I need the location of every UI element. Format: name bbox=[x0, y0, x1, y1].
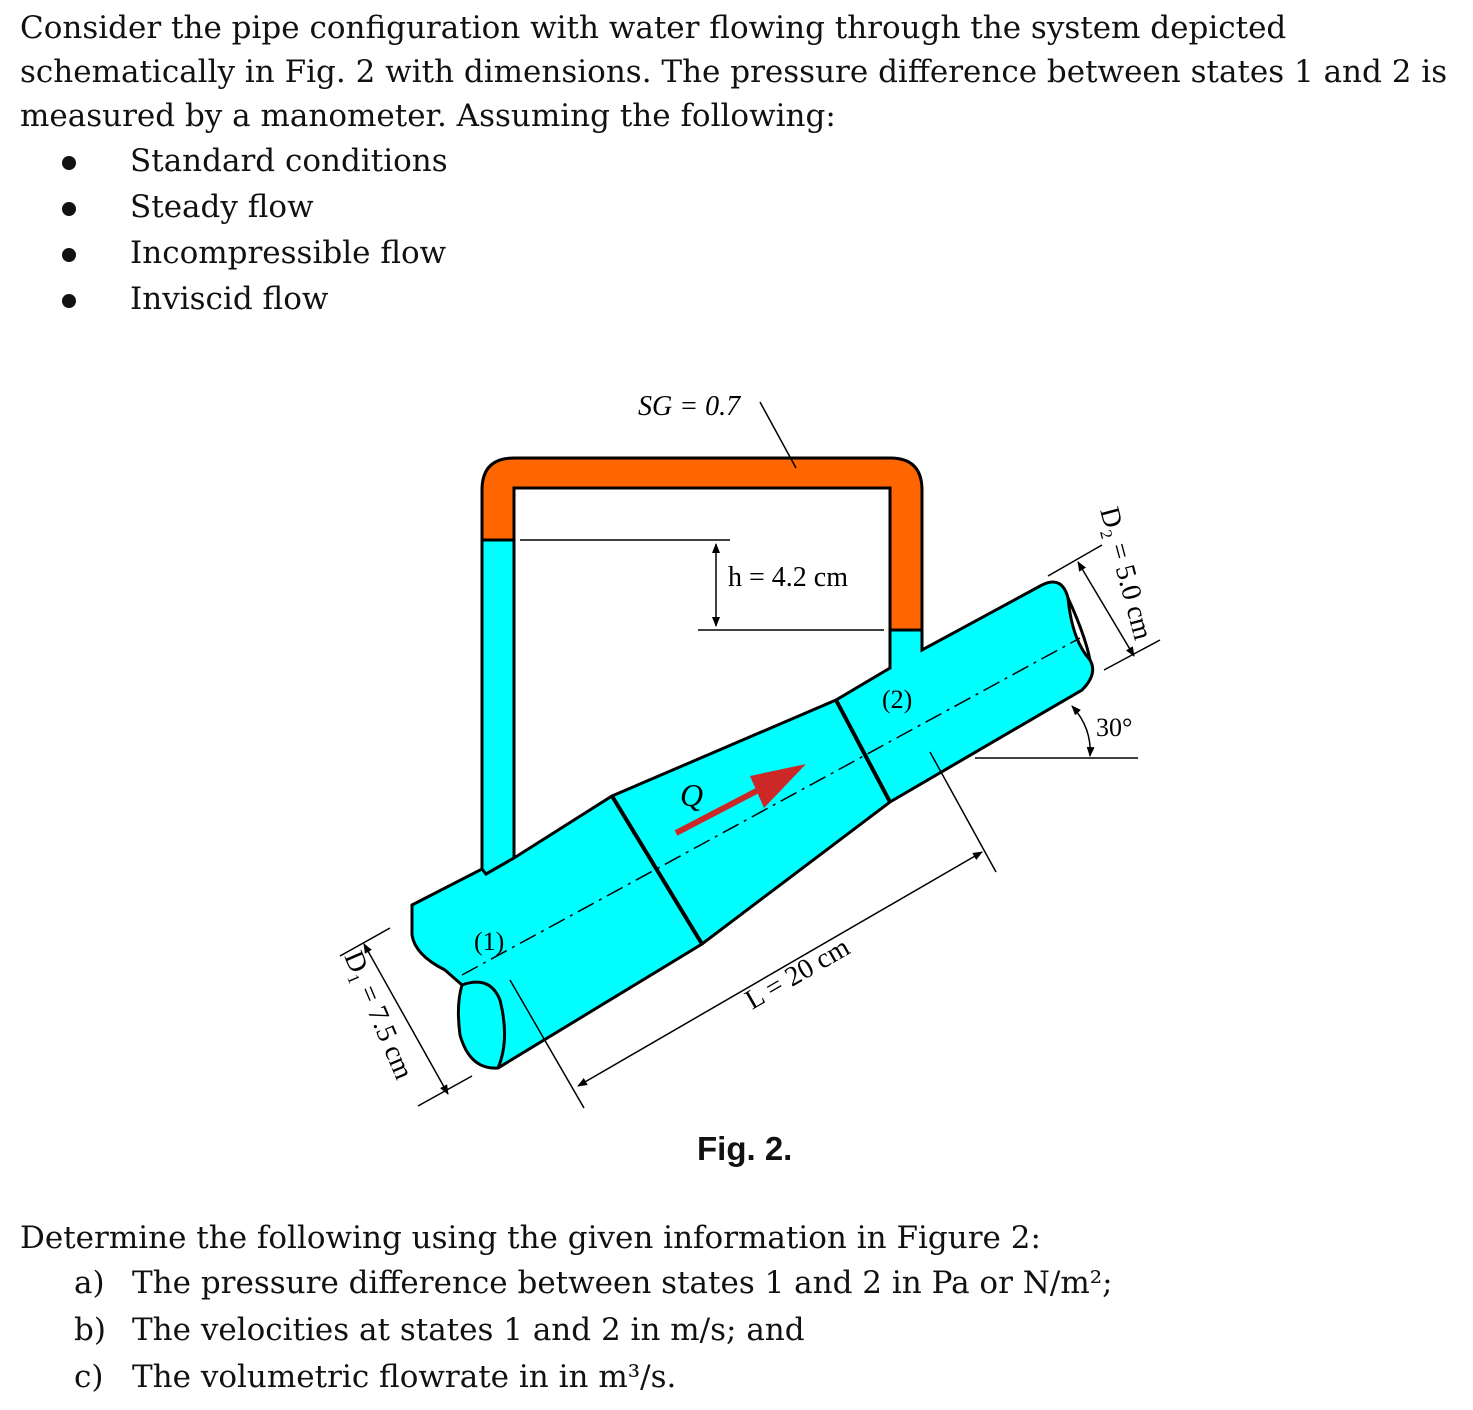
part-text: The volumetric flowrate in in m³/s. bbox=[132, 1359, 677, 1395]
part-text: The velocities at states 1 and 2 in m/s; and bbox=[132, 1312, 805, 1348]
part-label: a) bbox=[74, 1265, 105, 1301]
manometer-fluid-tube bbox=[482, 458, 922, 630]
d2-ext-line-bottom bbox=[1104, 640, 1160, 670]
assumption-text: Steady flow bbox=[130, 189, 314, 225]
manometer-left-leg bbox=[482, 540, 514, 874]
assumption-text: Standard conditions bbox=[130, 143, 448, 179]
d2-label: D₂ = 5.0 cm bbox=[1093, 503, 1159, 644]
state-1-label: (1) bbox=[474, 927, 505, 956]
flow-label: Q bbox=[680, 777, 704, 813]
part-label: b) bbox=[74, 1312, 106, 1348]
angle-arc bbox=[1072, 706, 1090, 756]
caption-text: Fig. 2. bbox=[697, 1130, 793, 1167]
l-ext-line-right bbox=[930, 752, 996, 872]
question-text: Determine the following using the given information in Figure 2: bbox=[20, 1220, 1041, 1256]
h-label: h = 4.2 cm bbox=[728, 562, 848, 593]
part-text: The pressure difference between states 1 and 2 in Pa or N/m²; bbox=[132, 1265, 1113, 1301]
assumption-text: Inviscid flow bbox=[130, 281, 329, 317]
intro-paragraph bbox=[20, 6, 1460, 138]
state-2-label: (2) bbox=[882, 685, 913, 714]
bullet-icon bbox=[62, 184, 82, 230]
bullet-icon bbox=[62, 276, 82, 322]
d2-ext-line-top bbox=[1048, 545, 1102, 576]
angle-label: 30° bbox=[1096, 713, 1133, 742]
sg-label: SG = 0.7 bbox=[638, 391, 741, 422]
d1-label: D₁ = 7.5 cm bbox=[337, 946, 420, 1084]
assumption-text: Incompressible flow bbox=[130, 235, 447, 271]
d1-ext-line-bottom bbox=[418, 1076, 472, 1106]
bullet-icon bbox=[62, 138, 82, 184]
pipe-figure bbox=[0, 360, 1473, 1120]
part-label: c) bbox=[74, 1359, 104, 1395]
intro-text: Consider the pipe configuration with water flowing through the system depicted schematically in Fig. 2 with dimensions. The pressure difference between states 1 and 2 is measured by a manometer. Assuming the following: bbox=[20, 10, 1448, 134]
l-label: L = 20 cm bbox=[740, 931, 856, 1017]
bullet-icon bbox=[62, 230, 82, 276]
